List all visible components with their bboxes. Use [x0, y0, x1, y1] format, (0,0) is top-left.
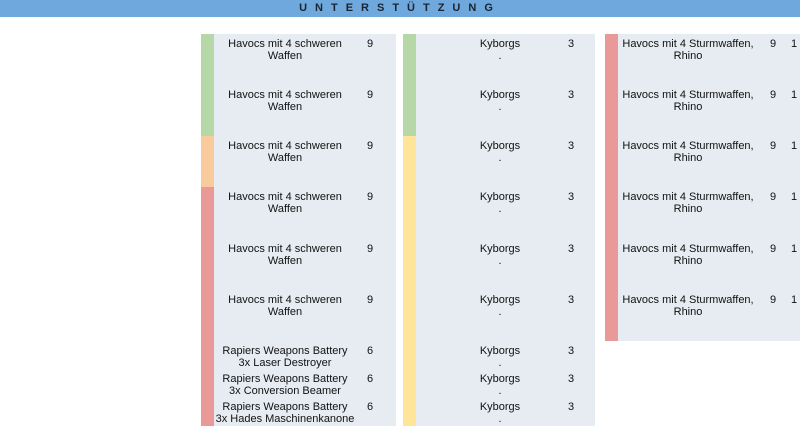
unit-name	[618, 89, 758, 113]
unit-name-line-1: Havocs mit 4 schweren	[228, 89, 342, 101]
status-stripe	[201, 187, 214, 239]
status-stripe	[201, 290, 214, 341]
unit-row	[201, 85, 396, 136]
status-stripe	[403, 369, 416, 397]
unit-name-line-2: .	[498, 385, 502, 397]
status-stripe	[403, 136, 416, 187]
unit-row	[605, 290, 800, 341]
unit-row	[403, 341, 595, 369]
unit-name	[618, 243, 758, 267]
unit-name-line-1: Kyborgs	[479, 89, 521, 101]
unit-name	[214, 191, 356, 215]
unit-row	[201, 239, 396, 290]
unit-row	[403, 369, 595, 397]
unit-name-line-1: Havocs mit 4 Sturmwaffen,	[622, 38, 754, 50]
unit-extra-value: 1	[791, 38, 798, 50]
unit-column-3	[605, 34, 800, 341]
unit-name-line-2: Waffen	[267, 306, 303, 318]
unit-name	[618, 191, 758, 215]
unit-row	[201, 369, 396, 397]
unit-points: 3	[568, 191, 575, 203]
unit-name	[416, 373, 584, 397]
unit-name-line-2: Waffen	[267, 101, 303, 113]
unit-points: 9	[770, 294, 777, 306]
unit-points: 9	[770, 89, 777, 101]
unit-extra-value: 1	[791, 89, 798, 101]
unit-name-line-1: Havocs mit 4 schweren	[228, 191, 342, 203]
unit-name-line-2: Rhino	[673, 50, 703, 62]
status-stripe	[403, 34, 416, 85]
unit-row	[403, 290, 595, 341]
unit-name	[416, 243, 584, 267]
unit-row	[403, 397, 595, 426]
unit-name-line-2: .	[498, 203, 502, 215]
status-stripe	[605, 239, 618, 290]
unit-row	[403, 136, 595, 187]
unit-row	[605, 34, 800, 85]
unit-name-line-2: 3x Laser Destroyer	[238, 357, 332, 369]
unit-points: 3	[568, 243, 575, 255]
unit-points: 3	[568, 140, 575, 152]
status-stripe	[403, 239, 416, 290]
unit-points: 3	[568, 38, 575, 50]
unit-points: 9	[770, 38, 777, 50]
unit-name-line-1: Kyborgs	[479, 243, 521, 255]
unit-name	[416, 345, 584, 369]
unit-points: 9	[367, 38, 374, 50]
unit-row	[605, 85, 800, 136]
status-stripe	[201, 85, 214, 136]
unit-points: 9	[367, 294, 374, 306]
unit-name-line-1: Havocs mit 4 schweren	[228, 140, 342, 152]
unit-row	[403, 34, 595, 85]
status-stripe	[403, 341, 416, 369]
unit-name	[618, 140, 758, 164]
unit-name	[214, 373, 356, 397]
unit-name-line-2: .	[498, 152, 502, 164]
unit-name	[214, 243, 356, 267]
unit-row	[201, 136, 396, 187]
unit-extra-value: 1	[791, 140, 798, 152]
unit-name-line-1: Kyborgs	[479, 191, 521, 203]
unit-row	[605, 239, 800, 290]
status-stripe	[403, 290, 416, 341]
unit-name-line-2: Rhino	[673, 152, 703, 164]
unit-name-line-1: Kyborgs	[479, 294, 521, 306]
unit-name-line-2: .	[498, 357, 502, 369]
status-stripe	[201, 239, 214, 290]
status-stripe	[605, 290, 618, 341]
unit-points: 3	[568, 373, 575, 385]
unit-row	[201, 397, 396, 426]
unit-points: 6	[367, 345, 374, 357]
status-stripe	[201, 397, 214, 426]
unit-name-line-2: Rhino	[673, 203, 703, 215]
unit-name-line-1: Havocs mit 4 Sturmwaffen,	[622, 243, 754, 255]
unit-name-line-1: Havocs mit 4 Sturmwaffen,	[622, 294, 754, 306]
status-stripe	[605, 34, 618, 85]
unit-name-line-1: Rapiers Weapons Battery	[222, 373, 348, 385]
status-stripe	[605, 85, 618, 136]
unit-name-line-2: .	[498, 50, 502, 62]
unit-points: 6	[367, 373, 374, 385]
unit-points: 9	[367, 89, 374, 101]
unit-name-line-1: Havocs mit 4 Sturmwaffen,	[622, 140, 754, 152]
unit-points: 6	[367, 401, 374, 413]
status-stripe	[201, 341, 214, 369]
unit-name-line-1: Rapiers Weapons Battery	[222, 345, 348, 357]
unit-name-line-2: Waffen	[267, 50, 303, 62]
unit-name	[214, 38, 356, 62]
unit-name	[416, 401, 584, 425]
unit-points: 3	[568, 294, 575, 306]
unit-name	[214, 345, 356, 369]
unit-name	[416, 140, 584, 164]
section-header	[0, 0, 800, 17]
unit-points: 9	[770, 140, 777, 152]
unit-name-line-2: .	[498, 413, 502, 425]
unit-points: 3	[568, 345, 575, 357]
status-stripe	[605, 187, 618, 239]
unit-name-line-1: Havocs mit 4 schweren	[228, 294, 342, 306]
unit-row	[201, 341, 396, 369]
unit-name-line-1: Havocs mit 4 schweren	[228, 243, 342, 255]
unit-name-line-1: Kyborgs	[479, 345, 521, 357]
unit-name-line-2: Rhino	[673, 255, 703, 267]
unit-points: 3	[568, 89, 575, 101]
unit-row	[201, 290, 396, 341]
unit-name-line-1: Havocs mit 4 schweren	[228, 38, 342, 50]
unit-row	[403, 239, 595, 290]
unit-row	[605, 187, 800, 239]
unit-name	[416, 38, 584, 62]
unit-name-line-1: Havocs mit 4 Sturmwaffen,	[622, 89, 754, 101]
unit-name	[416, 191, 584, 215]
unit-name	[214, 89, 356, 113]
unit-name-line-1: Kyborgs	[479, 140, 521, 152]
unit-column-2	[403, 34, 595, 426]
unit-name-line-1: Havocs mit 4 Sturmwaffen,	[622, 191, 754, 203]
unit-name-line-1: Rapiers Weapons Battery	[222, 401, 348, 413]
unit-points: 9	[367, 140, 374, 152]
status-stripe	[605, 136, 618, 187]
unit-extra-value: 1	[791, 191, 798, 203]
unit-name-line-2: .	[498, 306, 502, 318]
unit-name-line-1: Kyborgs	[479, 401, 521, 413]
unit-name-line-2: Rhino	[673, 101, 703, 113]
unit-name-line-2: 3x Conversion Beamer	[229, 385, 341, 397]
section-title: UNTERSTÜTZUNG	[299, 2, 501, 14]
unit-extra-value: 1	[791, 243, 798, 255]
unit-row	[201, 34, 396, 85]
unit-name-line-2: .	[498, 255, 502, 267]
unit-name-line-2: Waffen	[267, 152, 303, 164]
status-stripe	[201, 136, 214, 187]
unit-name	[214, 294, 356, 318]
unit-name-line-2: .	[498, 101, 502, 113]
unit-column-1	[201, 34, 396, 426]
unit-points: 9	[770, 191, 777, 203]
unit-name-line-2: 3x Hades Maschinenkanone	[215, 413, 355, 425]
unit-name-line-2: Waffen	[267, 203, 303, 215]
unit-points: 3	[568, 401, 575, 413]
unit-name	[618, 38, 758, 62]
unit-name-line-1: Kyborgs	[479, 38, 521, 50]
unit-name	[416, 89, 584, 113]
unit-name-line-2: Waffen	[267, 255, 303, 267]
status-stripe	[403, 85, 416, 136]
unit-row	[605, 136, 800, 187]
unit-points: 9	[770, 243, 777, 255]
status-stripe	[201, 34, 214, 85]
unit-name	[416, 294, 584, 318]
unit-name	[618, 294, 758, 318]
status-stripe	[201, 369, 214, 397]
unit-row	[201, 187, 396, 239]
unit-name-line-2: Rhino	[673, 306, 703, 318]
unit-points: 9	[367, 243, 374, 255]
unit-name	[214, 401, 356, 425]
unit-extra-value: 1	[791, 294, 798, 306]
unit-row	[403, 85, 595, 136]
unit-name	[214, 140, 356, 164]
unit-name-line-1: Kyborgs	[479, 373, 521, 385]
unit-points: 9	[367, 191, 374, 203]
unit-row	[403, 187, 595, 239]
status-stripe	[403, 187, 416, 239]
status-stripe	[403, 397, 416, 426]
